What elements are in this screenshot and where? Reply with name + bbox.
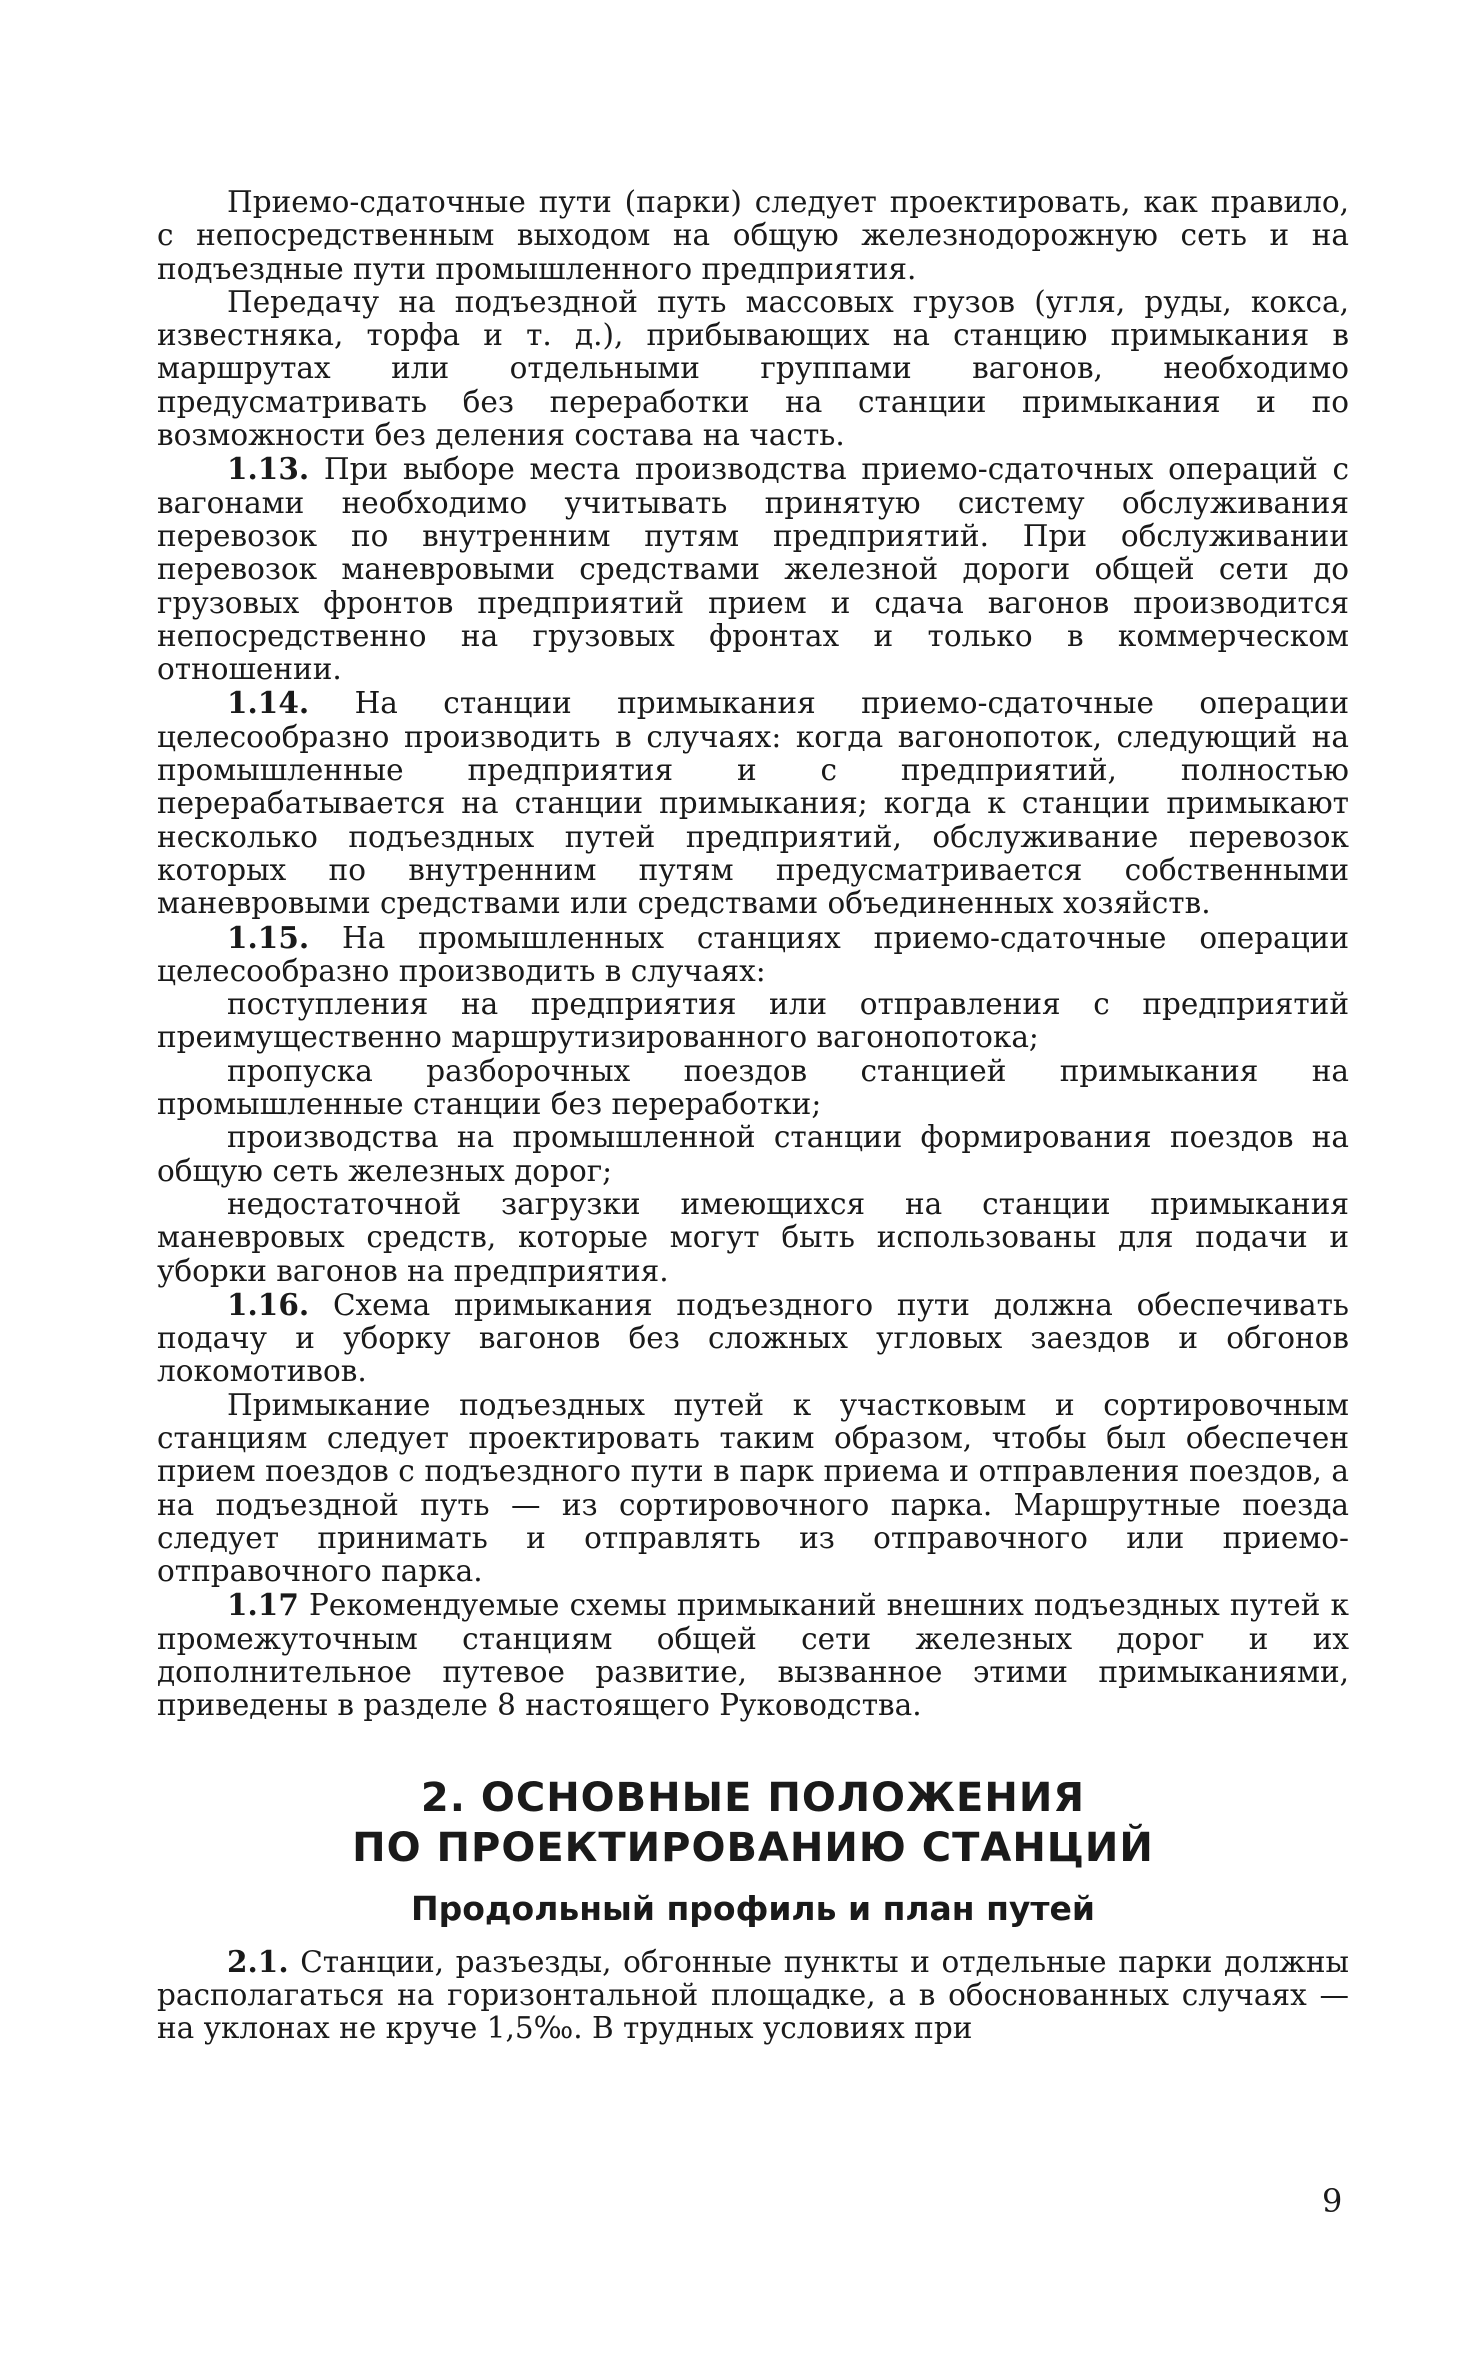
clause-1-17 bbox=[157, 1588, 1349, 1722]
section-subtitle: Продольный профиль и план путей bbox=[410, 1888, 1096, 1928]
section-heading-line1: 2. ОСНОВНЫЕ ПОЛОЖЕНИЯ bbox=[420, 1774, 1086, 1821]
clause-1-16 bbox=[157, 1288, 1349, 1389]
clause-number: 1.17 bbox=[227, 1587, 299, 1623]
page-number: 9 bbox=[1322, 2182, 1343, 2220]
clause-2-1 bbox=[157, 1945, 1349, 2046]
body-text-section-2 bbox=[157, 1945, 1349, 2046]
case-item: поступления на предприятия или отправления с предприятий преимущественно маршрутизированного вагонопотока; bbox=[157, 987, 1349, 1055]
clause-number: 1.16. bbox=[227, 1286, 310, 1322]
paragraph: Примыкание подъездных путей к участковым и сортировочным станциям следует проектировать таким образом, чтобы был обеспечен прием поездов с подъездного пути в парк приема и отправления поездов, а на подъездной путь — из сортировочного парка. Маршрутные поезда следует принимать и отправлять из отправочного или приемо-отправочного парка. bbox=[157, 1387, 1349, 1589]
clause-number: 2.1. bbox=[227, 1943, 289, 1979]
clause-number: 1.14. bbox=[227, 685, 310, 721]
clause-number: 1.13. bbox=[227, 451, 310, 487]
body-text bbox=[157, 186, 1349, 1723]
clause-text: При выборе места производства приемо-сдаточных операций с вагонами необходимо учитывать принятую систему обслуживания перевозок по внутренним путям предприятий. При обслуживании перевозок маневровыми средствами железной дороги общей сети до грузовых фронтов предприятий прием и сдача вагонов производится непосредственно на грузовых фронтах и только в коммерческом отношении. bbox=[157, 452, 1349, 687]
clause-1-14 bbox=[157, 686, 1349, 920]
section-heading bbox=[157, 1773, 1349, 1873]
clause-text: На промышленных станциях приемо-сдаточные операции целесообразно производить в случаях: bbox=[157, 920, 1349, 988]
clause-1-15 bbox=[157, 921, 1349, 989]
paragraph: Передачу на подъездной путь массовых грузов (угля, руды, кокса, известняка, торфа и т. д.), прибывающих на станцию примыкания в маршрутах или отдельными группами вагонов, необходимо предусматривать без переработки на станции примыкания и по возможности без деления состава на часть. bbox=[157, 284, 1349, 453]
section-heading-line2: ПО ПРОЕКТИРОВАНИЮ СТАНЦИЙ bbox=[352, 1824, 1154, 1871]
page-content bbox=[157, 186, 1349, 2046]
clause-text: Схема примыкания подъездного пути должна обеспечивать подачу и уборку вагонов без сложных угловых заездов и обгонов локомотивов. bbox=[157, 1287, 1349, 1389]
clause-1-13 bbox=[157, 452, 1349, 686]
case-item: недостаточной загрузки имеющихся на станции примыкания маневровых средств, которые могут быть использованы для подачи и уборки вагонов на предприятия. bbox=[157, 1186, 1349, 1288]
clause-text: Рекомендуемые схемы примыканий внешних подъездных путей к промежуточным станциям общей сети железных дорог и их дополнительное путевое развитие, вызванное этими примыканиями, приведены в разделе 8 настоящего Руководства. bbox=[157, 1588, 1349, 1723]
case-item: производства на промышленной станции формирования поездов на общую сеть железных дорог; bbox=[157, 1120, 1349, 1188]
clause-text: Станции, разъезды, обгонные пункты и отдельные парки должны располагаться на горизонтальной площадке, а в обоснованных случаях — на уклонах не круче 1,5‰. В трудных условиях при bbox=[157, 1944, 1349, 2046]
clause-number: 1.15. bbox=[227, 919, 310, 955]
paragraph: Приемо-сдаточные пути (парки) следует проектировать, как правило, с непосредственным выходом на общую железнодорожную сеть и на подъездные пути промышленного предприятия. bbox=[157, 185, 1349, 286]
case-item: пропуска разборочных поездов станцией примыкания на промышленные станции без переработки; bbox=[157, 1053, 1349, 1122]
clause-text: На станции примыкания приемо-сдаточные операции целесообразно производить в случаях: когда вагонопоток, следующий на промышленные предприятия и с предприятий, полностью перерабатывается на станции примыкания; когда к станции примыкают несколько подъездных путей предприятий, обслуживание перевозок которых по внутренним путям предусматривается собственными маневровыми средствами или средствами объединенных хозяйств. bbox=[157, 686, 1349, 921]
